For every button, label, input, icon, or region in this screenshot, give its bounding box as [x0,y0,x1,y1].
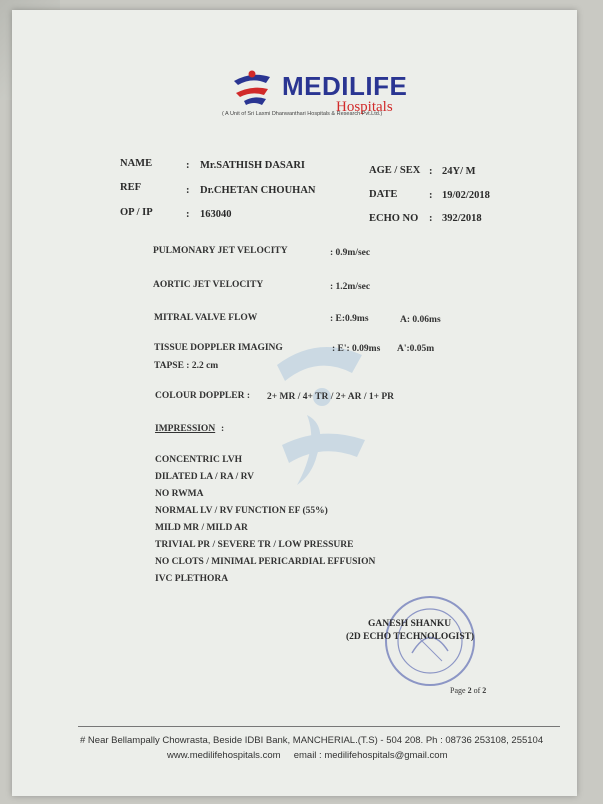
footer-email: email : medilifehospitals@gmail.com [293,750,448,761]
brand-name: MEDILIFE [282,71,408,101]
echo-no-label: ECHO NO [369,213,419,224]
pulmonary-label: PULMONARY JET VELOCITY [153,246,288,256]
tissue-doppler-label: TISSUE DOPPLER IMAGING [154,343,283,353]
impression-line: TRIVIAL PR / SEVERE TR / LOW PRESSURE [155,540,354,550]
tissue-e-value: : E': 0.09ms [332,344,381,354]
impression-line: DILATED LA / RA / RV [155,472,254,482]
date-separator: : [429,190,433,201]
tissue-a-value: A':0.05m [397,344,435,354]
impression-line: NORMAL LV / RV FUNCTION EF (55%) [155,506,328,516]
pulmonary-value: : 0.9m/sec [330,248,371,258]
brand-subtitle: Hospitals [336,99,393,115]
report-date: 19/02/2018 [442,190,490,201]
colour-doppler-value: 2+ MR / 4+ TR / 2+ AR / 1+ PR [267,392,395,402]
impression-line: IVC PLETHORA [155,574,229,584]
op-ip-separator: : [186,209,190,220]
footer-divider [78,726,560,727]
name-separator: : [186,160,190,171]
ref-label: REF [120,182,141,193]
mitral-label: MITRAL VALVE FLOW [154,313,258,323]
signatory-name: GANESH SHANKU [368,619,452,629]
signatory-title: (2D ECHO TECHNOLOGIST) [346,632,475,642]
footer-contact [167,750,448,761]
aortic-value: : 1.2m/sec [330,282,371,292]
age-sex-separator: : [429,166,433,177]
mitral-e-value: : E:0.9ms [330,314,369,324]
mitral-a-value: A: 0.06ms [400,315,441,325]
referring-doctor: Dr.CHETAN CHOUHAN [200,185,316,196]
impression-line: NO RWMA [155,489,204,499]
medilife-logo-icon [230,65,274,109]
impression-line: CONCENTRIC LVH [155,455,243,465]
page-current: 2 [467,686,472,695]
impression-colon: : [221,424,225,434]
date-label: DATE [369,189,398,200]
page-of: of [473,686,481,695]
impression-line: NO CLOTS / MINIMAL PERICARDIAL EFFUSION [155,557,376,567]
op-ip-label: OP / IP [120,207,153,218]
page-total: 2 [482,686,487,695]
op-ip-number: 163040 [200,209,232,220]
age-sex-value: 24Y/ M [442,166,476,177]
echo-no-separator: : [429,213,433,224]
impression-line: MILD MR / MILD AR [155,523,248,533]
colour-doppler-label: COLOUR DOPPLER : [155,391,250,401]
patient-name: Mr.SATHISH DASARI [200,160,306,171]
echo-number: 392/2018 [442,213,482,224]
age-sex-label: AGE / SEX [369,165,421,176]
footer-website: www.medilifehospitals.com [167,750,281,761]
ref-separator: : [186,185,190,196]
report-sheet [12,10,577,796]
page-number [450,686,486,695]
page-label: Page [450,686,466,695]
aortic-label: AORTIC JET VELOCITY [153,280,264,290]
tapse-value: TAPSE : 2.2 cm [154,361,219,371]
impression-heading: IMPRESSION [155,424,216,434]
name-label: NAME [120,158,153,169]
hospital-tagline: ( A Unit of Sri Laxmi Dhanwanthari Hospitals & Research Pvt.Ltd.) [222,111,383,117]
footer-address: # Near Bellampally Chowrasta, Beside IDBI Bank, MANCHERIAL.(T.S) - 504 208. Ph : 08736 253108, 255104 [80,735,544,746]
